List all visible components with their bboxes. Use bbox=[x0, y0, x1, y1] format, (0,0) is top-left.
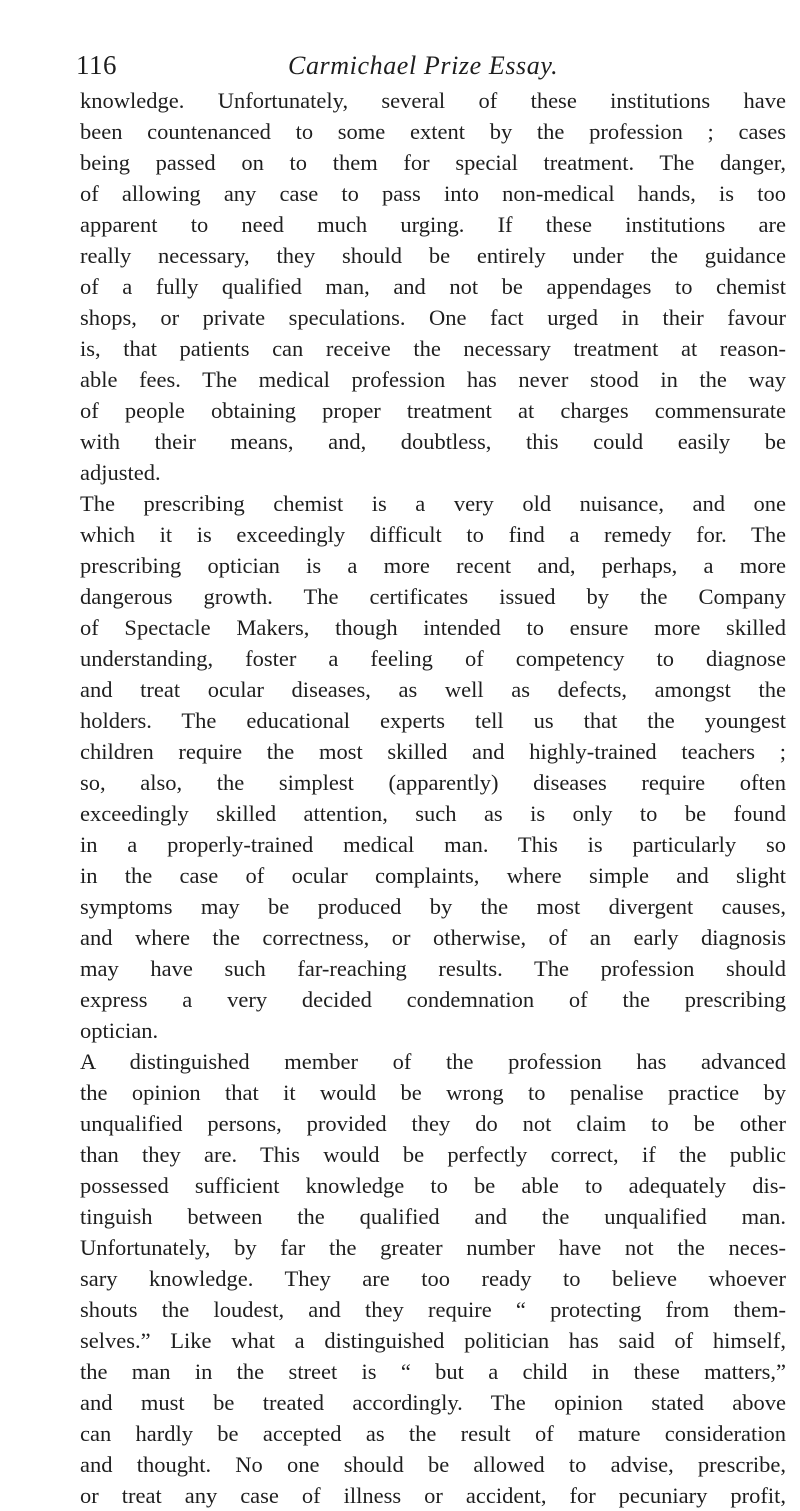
text-line: of Spectacle Makers, though intended to ensure more skilled bbox=[80, 615, 786, 640]
text-line: really necessary, they should be entirely under the guidance bbox=[80, 243, 786, 268]
text-line: The prescribing chemist is a very old nuisance, and one bbox=[80, 491, 786, 516]
text-line: of allowing any case to pass into non-medical hands, is too bbox=[80, 181, 786, 206]
body-text bbox=[80, 85, 786, 1511]
text-line: Unfortunately, by far the greater number have not the neces- bbox=[80, 1235, 786, 1260]
running-title: Carmichael Prize Essay. bbox=[288, 51, 559, 80]
text-line: selves.” Like what a distinguished politician has said of himself, bbox=[80, 1328, 786, 1353]
text-line: than they are. This would be perfectly correct, if the public bbox=[80, 1142, 786, 1167]
text-line: shops, or private speculations. One fact urged in their favour bbox=[80, 305, 786, 330]
text-line: holders. The educational experts tell us that the youngest bbox=[80, 708, 786, 733]
text-line: and where the correctness, or otherwise, of an early diagnosis bbox=[80, 925, 786, 950]
page-number: 116 bbox=[76, 50, 117, 80]
text-line: prescribing optician is a more recent and, perhaps, a more bbox=[80, 553, 786, 578]
text-line: of people obtaining proper treatment at charges commensurate bbox=[80, 398, 786, 423]
text-line: able fees. The medical profession has never stood in the way bbox=[80, 367, 786, 392]
text-line: with their means, and, doubtless, this could easily be bbox=[80, 429, 786, 454]
paragraph bbox=[80, 1046, 786, 1511]
text-line: adjusted. bbox=[80, 460, 161, 485]
text-line: knowledge. Unfortunately, several of these institutions have bbox=[80, 88, 786, 113]
text-line: being passed on to them for special treatment. The danger, bbox=[80, 150, 786, 175]
text-line: understanding, foster a feeling of competency to diagnose bbox=[80, 646, 786, 671]
paragraph bbox=[80, 85, 786, 488]
text-line: A distinguished member of the profession has advanced bbox=[80, 1049, 786, 1074]
text-line: may have such far-reaching results. The profession should bbox=[80, 956, 786, 981]
text-line: been countenanced to some extent by the profession ; cases bbox=[80, 119, 786, 144]
text-line: or treat any case of illness or accident, for pecuniary profit, bbox=[80, 1483, 786, 1508]
text-line: sary knowledge. They are too ready to believe whoever bbox=[80, 1266, 786, 1291]
text-line: and must be treated accordingly. The opinion stated above bbox=[80, 1390, 786, 1415]
text-line: the opinion that it would be wrong to penalise practice by bbox=[80, 1080, 786, 1105]
text-line: optician. bbox=[80, 1018, 159, 1043]
text-line: possessed sufficient knowledge to be able to adequately dis- bbox=[80, 1173, 786, 1198]
text-line: exceedingly skilled attention, such as is only to be found bbox=[80, 801, 786, 826]
text-line: in a properly-trained medical man. This is particularly so bbox=[80, 832, 786, 857]
text-line: apparent to need much urging. If these institutions are bbox=[80, 212, 786, 237]
text-line: shouts the loudest, and they require “ protecting from them- bbox=[80, 1297, 786, 1322]
text-line: so, also, the simplest (apparently) diseases require often bbox=[80, 770, 786, 795]
text-line: and thought. No one should be allowed to advise, prescribe, bbox=[80, 1452, 786, 1477]
text-line: children require the most skilled and highly-trained teachers ; bbox=[80, 739, 786, 764]
text-line: tinguish between the qualified and the unqualified man. bbox=[80, 1204, 786, 1229]
page-header bbox=[76, 50, 726, 90]
text-line: the man in the street is “ but a child in these matters,” bbox=[80, 1359, 786, 1384]
text-line: in the case of ocular complaints, where simple and slight bbox=[80, 863, 786, 888]
text-line: unqualified persons, provided they do not claim to be other bbox=[80, 1111, 786, 1136]
text-line: dangerous growth. The certificates issued by the Company bbox=[80, 584, 786, 609]
text-line: symptoms may be produced by the most divergent causes, bbox=[80, 894, 786, 919]
text-line: which it is exceedingly difficult to find a remedy for. The bbox=[80, 522, 786, 547]
text-line: of a fully qualified man, and not be appendages to chemist bbox=[80, 274, 786, 299]
text-line: and treat ocular diseases, as well as defects, amongst the bbox=[80, 677, 786, 702]
text-line: is, that patients can receive the necessary treatment at reason- bbox=[80, 336, 786, 361]
paragraph bbox=[80, 488, 786, 1046]
text-line: can hardly be accepted as the result of mature consideration bbox=[80, 1421, 786, 1446]
text-line: express a very decided condemnation of the prescribing bbox=[80, 987, 786, 1012]
